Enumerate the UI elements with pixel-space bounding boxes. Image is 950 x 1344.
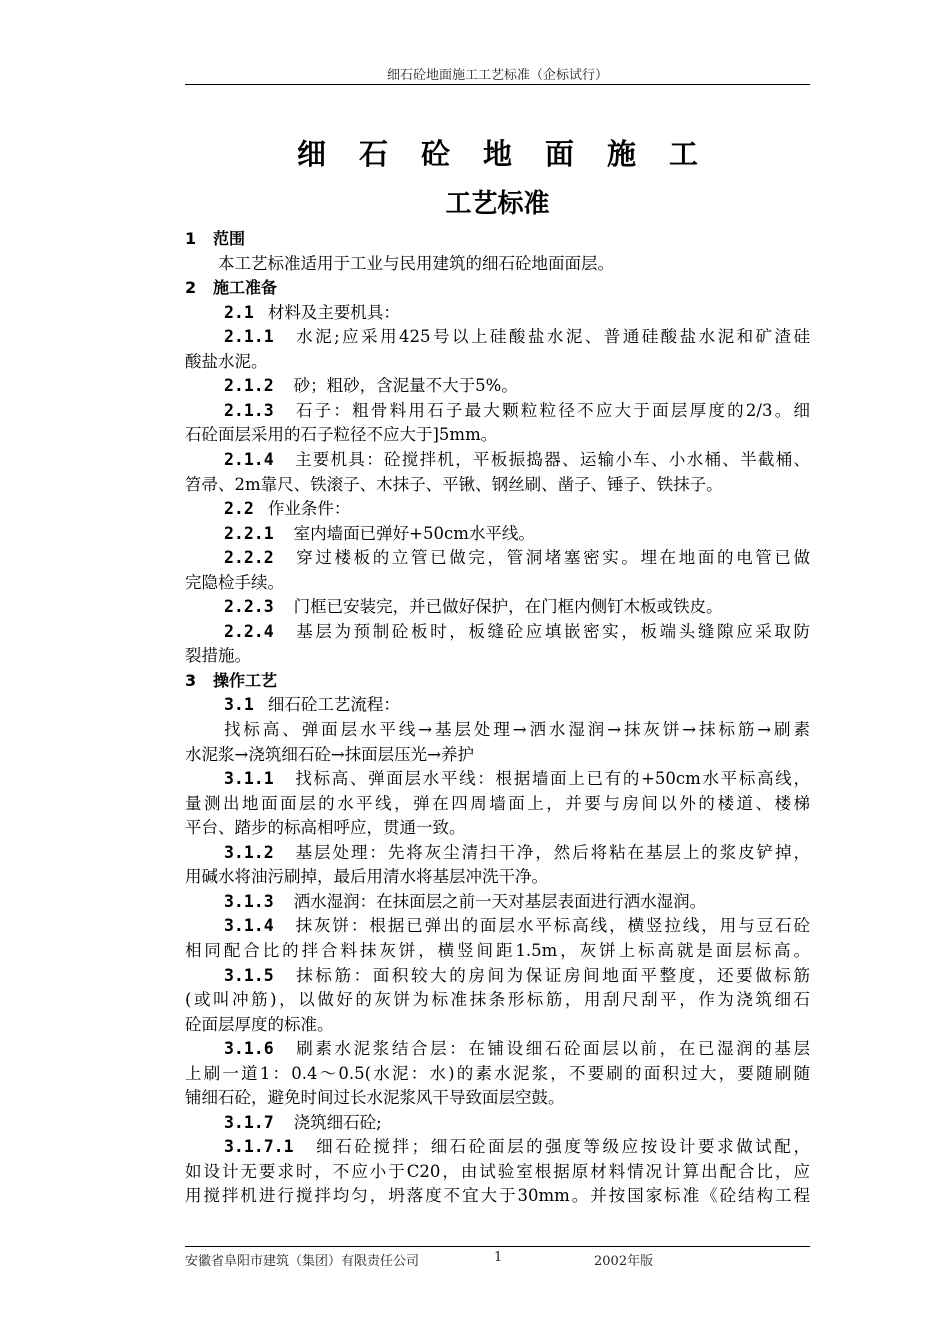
paragraph-line bbox=[185, 791, 810, 816]
paragraph-line bbox=[185, 963, 810, 988]
paragraph-line bbox=[185, 643, 810, 668]
line-text: 找标高、弹面层水平线→基层处理→洒水湿润→抹灰饼→抹标筋→刷素 bbox=[224, 720, 810, 739]
line-text: 用搅拌机进行搅拌均匀，坍落度不宜大于30mm。并按国家标准《砼结构工程 bbox=[185, 1186, 810, 1205]
paragraph-line bbox=[185, 987, 810, 1012]
clause-number: 3.1.1 bbox=[224, 769, 274, 788]
paragraph-line bbox=[185, 472, 810, 497]
line-text: 水泥浆→浇筑细石砼→抹面层压光→养护 bbox=[185, 745, 474, 764]
paragraph-line bbox=[185, 717, 810, 742]
section-title: 范围 bbox=[213, 229, 246, 248]
paragraph-line bbox=[185, 521, 810, 546]
line-text: 找标高、弹面层水平线：根据墙面上已有的+50cm水平标高线， bbox=[293, 769, 810, 788]
section-title: 施工准备 bbox=[213, 278, 278, 297]
line-text: 刷素水泥浆结合层：在铺设细石砼面层以前，在已湿润的基层 bbox=[293, 1039, 810, 1058]
clause-number: 3.1.7 bbox=[224, 1113, 274, 1132]
footer-edition: 2002年版 bbox=[594, 1254, 654, 1269]
paragraph-line bbox=[185, 1036, 810, 1061]
section-heading bbox=[185, 226, 810, 251]
line-text: 砂；粗砂，含泥量不大于5%。 bbox=[293, 376, 518, 395]
line-text: 如设计无要求时，不应小于C20，由试验室根据原材料情况计算出配合比，应 bbox=[185, 1162, 810, 1181]
clause-number: 3.1.2 bbox=[224, 843, 274, 862]
clause-number: 2.1 bbox=[224, 303, 254, 322]
clause-number: 2.2.2 bbox=[224, 548, 274, 567]
line-text: 材料及主要机具： bbox=[267, 303, 400, 322]
clause-number: 3.1.5 bbox=[224, 966, 274, 985]
line-text: 浇筑细石砼; bbox=[293, 1113, 382, 1132]
paragraph-line bbox=[185, 1134, 810, 1159]
line-text: 作业条件： bbox=[267, 499, 351, 518]
clause-number: 3.1.6 bbox=[224, 1039, 274, 1058]
document-title-line2: 工艺标准 bbox=[445, 189, 550, 219]
paragraph-line bbox=[185, 373, 810, 398]
footer-company: 安徽省阜阳市建筑（集团）有限责任公司 bbox=[185, 1254, 420, 1269]
paragraph-line bbox=[185, 1061, 810, 1086]
line-text: 铺细石砼，避免时间过长水泥浆风干导致面层空鼓。 bbox=[185, 1088, 565, 1107]
clause-number: 2.2.4 bbox=[224, 622, 274, 641]
paragraph-line bbox=[185, 422, 810, 447]
paragraph-line bbox=[185, 1159, 810, 1184]
paragraph-line bbox=[185, 570, 810, 595]
clause-number: 3.1 bbox=[224, 695, 254, 714]
line-text: 裂措施。 bbox=[185, 646, 251, 665]
line-text: 量测出地面面层的水平线，弹在四周墙面上，并要与房间以外的楼道、楼梯 bbox=[185, 794, 810, 813]
header-rule bbox=[185, 84, 810, 85]
paragraph-line bbox=[185, 545, 810, 570]
line-text: 完隐检手续。 bbox=[185, 573, 284, 592]
clause-number: 2.1.3 bbox=[224, 401, 274, 420]
paragraph-line bbox=[185, 692, 810, 717]
clause-number: 3.1.7.1 bbox=[224, 1137, 294, 1156]
paragraph-line bbox=[185, 889, 810, 914]
clause-number: 3.1.4 bbox=[224, 916, 274, 935]
paragraph-line bbox=[185, 1183, 810, 1208]
line-text: 上刷一道1：0.4～0.5(水泥：水)的素水泥浆，不要刷的面积过大，要随刷随 bbox=[185, 1064, 810, 1083]
paragraph-line bbox=[185, 1085, 810, 1110]
line-text: 笤帚、2m靠尺、铁滚子、木抹子、平锹、钢丝刷、凿子、锤子、铁抹子。 bbox=[185, 475, 723, 494]
paragraph-line bbox=[185, 913, 810, 938]
document-title-line1: 细石砼地面施工 bbox=[296, 137, 731, 171]
line-text: 酸盐水泥。 bbox=[185, 352, 268, 371]
line-text: 洒水湿润：在抹面层之前一天对基层表面进行洒水湿润。 bbox=[293, 892, 707, 911]
clause-number: 2.1.1 bbox=[224, 327, 274, 346]
section-heading bbox=[185, 668, 810, 693]
line-text: 抹灰饼：根据已弹出的面层水平标高线，横竖拉线，用与豆石砼 bbox=[293, 916, 810, 935]
line-text: 石砼面层采用的石子粒径不应大于]5mm。 bbox=[185, 425, 498, 444]
paragraph-line bbox=[185, 864, 810, 889]
line-text: 细石砼搅拌；细石砼面层的强度等级应按设计要求做试配， bbox=[313, 1137, 810, 1156]
clause-number: 2.2.1 bbox=[224, 524, 274, 543]
clause-number: 2.1.4 bbox=[224, 450, 274, 469]
line-text: 平台、踏步的标高相呼应，贯通一致。 bbox=[185, 818, 466, 837]
line-text: 相同配合比的拌合料抹灰饼，横竖间距1.5m，灰饼上标高就是面层标高。 bbox=[185, 941, 810, 960]
line-text: 门框已安装完，并已做好保护，在门框内侧钉木板或铁皮。 bbox=[293, 597, 723, 616]
running-header: 细石砼地面施工工艺标准（企标试行） bbox=[386, 68, 608, 83]
paragraph-line bbox=[185, 938, 810, 963]
section-heading bbox=[185, 275, 810, 300]
paragraph-line bbox=[185, 300, 810, 325]
paragraph-line bbox=[185, 447, 810, 472]
line-text: 基层处理：先将灰尘清扫干净，然后将粘在基层上的浆皮铲掉， bbox=[293, 843, 810, 862]
paragraph-line bbox=[185, 1012, 810, 1037]
line-text: 主要机具：砼搅拌机，平板振捣器、运输小车、小水桶、半截桶、 bbox=[293, 450, 810, 469]
section-number: 1 bbox=[185, 229, 197, 248]
paragraph-line bbox=[185, 251, 810, 276]
clause-number: 2.2.3 bbox=[224, 597, 274, 616]
paragraph-line bbox=[185, 619, 810, 644]
line-text: 水泥;应采用425号以上硅酸盐水泥、普通硅酸盐水泥和矿渣硅 bbox=[293, 327, 810, 346]
clause-number: 3.1.3 bbox=[224, 892, 274, 911]
paragraph-line bbox=[185, 398, 810, 423]
line-text: 石子：粗骨料用石子最大颗粒粒径不应大于面层厚度的2/3。细 bbox=[293, 401, 810, 420]
line-text: 抹标筋：面积较大的房间为保证房间地面平整度，还要做标筋 bbox=[293, 966, 810, 985]
line-text: (或叫冲筋)，以做好的灰饼为标准抹条形标筋，用刮尺刮平，作为浇筑细石 bbox=[185, 990, 810, 1009]
paragraph-line bbox=[185, 349, 810, 374]
footer-page-number: 1 bbox=[494, 1250, 503, 1265]
section-number: 2 bbox=[185, 278, 197, 297]
line-text: 本工艺标准适用于工业与民用建筑的细石砼地面面层。 bbox=[218, 254, 614, 273]
paragraph-line bbox=[185, 1110, 810, 1135]
section-number: 3 bbox=[185, 671, 197, 690]
paragraph-line bbox=[185, 815, 810, 840]
line-text: 室内墙面已弹好+50cm水平线。 bbox=[293, 524, 535, 543]
paragraph-line bbox=[185, 766, 810, 791]
clause-number: 2.2 bbox=[224, 499, 254, 518]
footer-rule bbox=[185, 1246, 810, 1247]
clause-number: 2.1.2 bbox=[224, 376, 274, 395]
line-text: 砼面层厚度的标准。 bbox=[185, 1015, 334, 1034]
paragraph-line bbox=[185, 496, 810, 521]
line-text: 基层为预制砼板时，板缝砼应填嵌密实，板端头缝隙应采取防 bbox=[293, 622, 810, 641]
line-text: 穿过楼板的立管已做完，管洞堵塞密实。埋在地面的电管已做 bbox=[293, 548, 810, 567]
paragraph-line bbox=[185, 742, 810, 767]
line-text: 细石砼工艺流程： bbox=[267, 695, 400, 714]
section-title: 操作工艺 bbox=[213, 671, 278, 690]
line-text: 用碱水将油污刷掉，最后用清水将基层冲洗干净。 bbox=[185, 867, 548, 886]
paragraph-line bbox=[185, 840, 810, 865]
paragraph-line bbox=[185, 594, 810, 619]
paragraph-line bbox=[185, 324, 810, 349]
